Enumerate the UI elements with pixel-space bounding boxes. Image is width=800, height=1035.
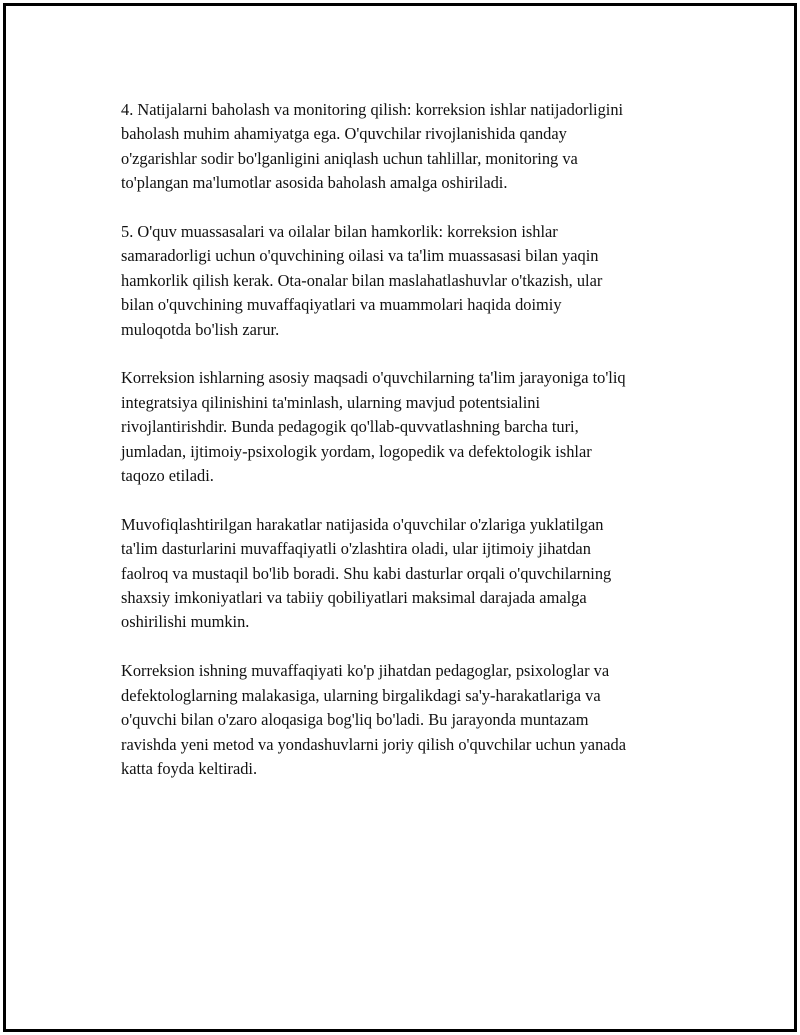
document-body [121, 98, 711, 806]
paragraph-coordinated-actions: Muvofiqlashtirilgan harakatlar natijasida o'quvchilar o'zlariga yuklatilgan ta'lim dasturlarini muvaffaqiyatli o'zlashtira oladi, ular ijtimoiy jihatdan faolroq va mustaqil bo'lib boradi. Shu kabi dasturlar orqali o'quvchilarning shaxsiy imkoniyatlari va tabiiy qobiliyatlari maksimal darajada amalga oshirilishi mumkin. [121, 514, 612, 632]
paragraph-cooperation: 5. O'quv muassasalari va oilalar bilan hamkorlik: korreksion ishlar samaradorligi uchun o'quvchining oilasi va ta'lim muassasasi bilan yaqin hamkorlik qilish kerak. Ota-onalar bilan maslahatlashuvlar o'tkazish, ular bilan o'quvchining muvaffaqiyatlari va muammolari haqida doimiy muloqotda bo'lish zarur. [121, 222, 603, 339]
paragraph-success-factors: Korreksion ishning muvaffaqiyati ko'p jihatdan pedagoglar, psixologlar va defektologlarning malakasiga, ularning birgalikdagi sa'y-harakatlariga va o'quvchi bilan o'zaro aloqasiga bog'liq bo'ladi. Bu jarayonda muntazam ravishda yeni metod va yondashuvlarni joriy qilish o'quvchilar uchun yanada katta foyda keltiradi. [121, 661, 627, 778]
paragraph-monitoring: 4. Natijalarni baholash va monitoring qilish: korreksion ishlar natijadorligini baholash muhim ahamiyatga ega. O'quvchilar rivojlanishida qanday o'zgarishlar sodir bo'lganligini aniqlash uchun tahlillar, monitoring va to'plangan ma'lumotlar asosida baholash amalga oshiriladi. [121, 100, 624, 193]
paragraph-main-goal: Korreksion ishlarning asosiy maqsadi o'quvchilarning ta'lim jarayoniga to'liq integratsiya qilinishini ta'minlash, ularning mavjud potentsialini rivojlantirishdir. Bunda pedagogik qo'llab-quvvatlashning barcha turi, jumladan, ijtimoiy-psixologik yordam, logopedik va defektologik ishlar taqozo etiladi. [121, 368, 626, 486]
page-frame [3, 3, 797, 1032]
